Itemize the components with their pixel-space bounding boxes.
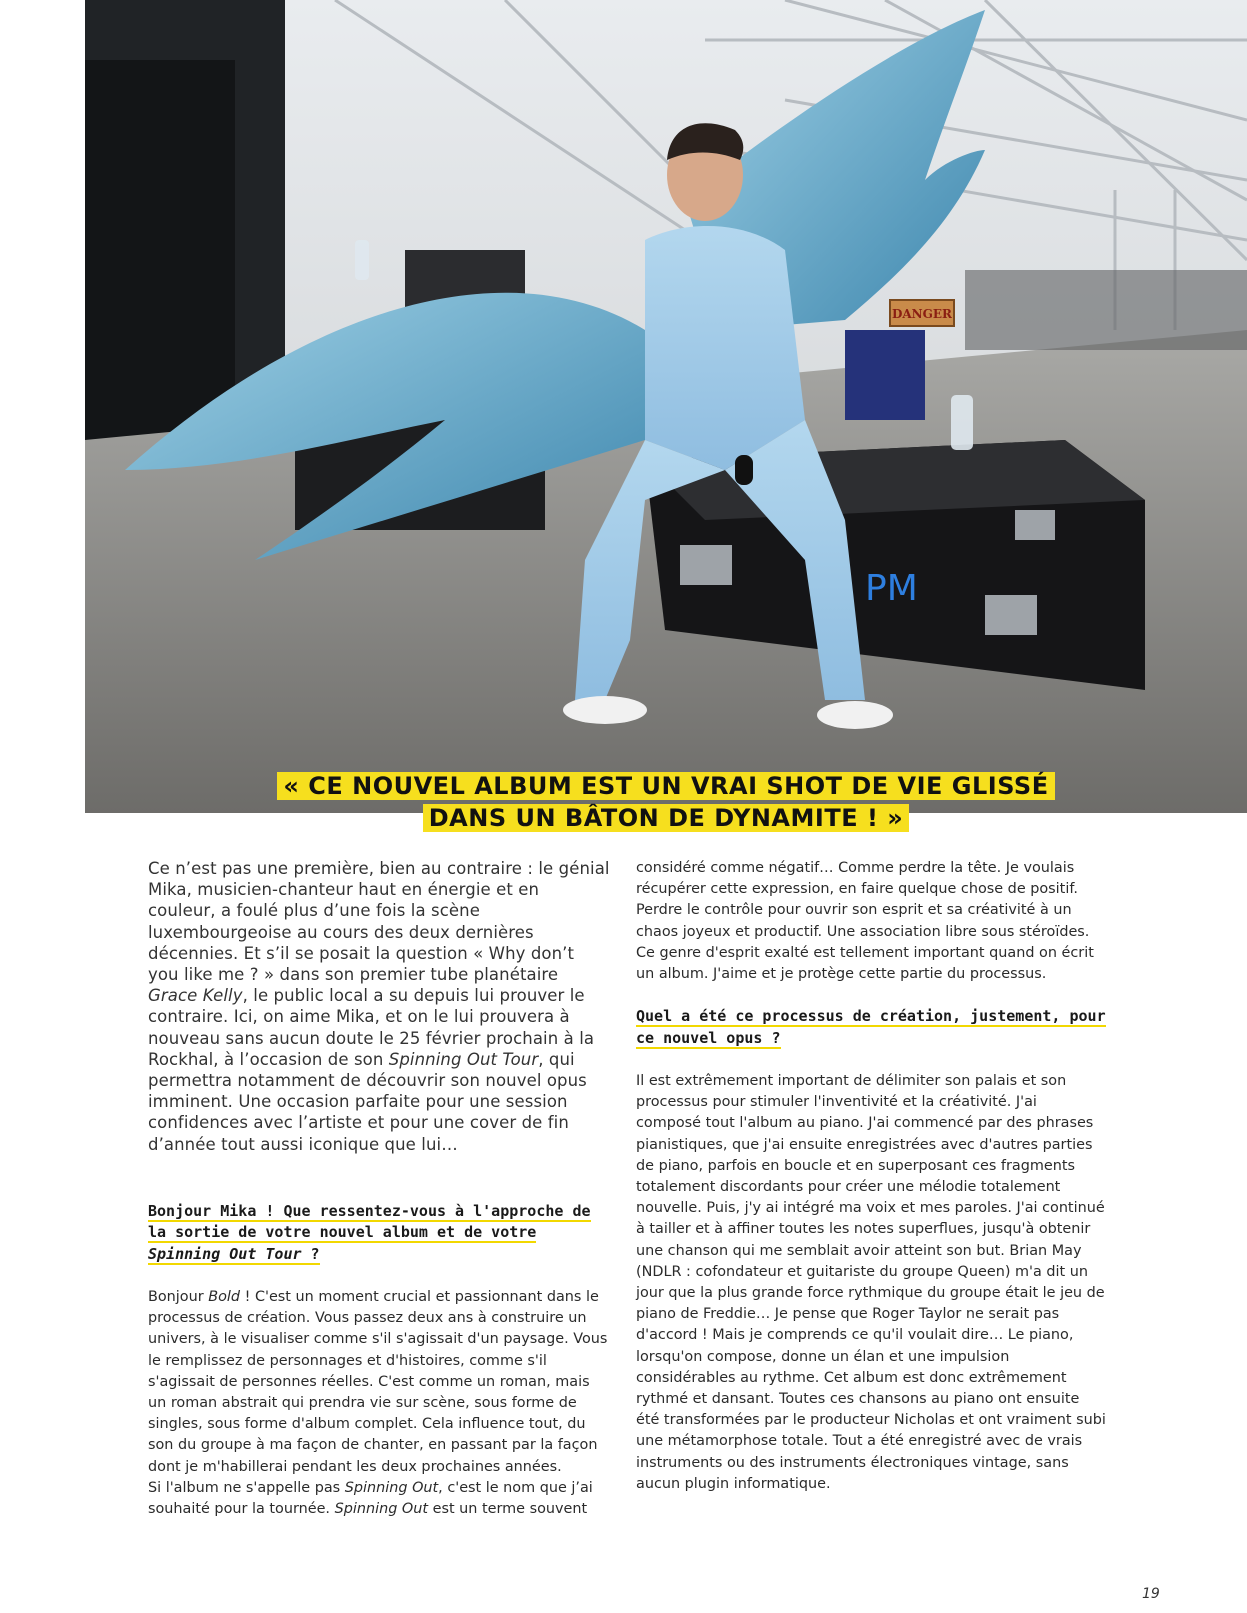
answer-1-continued: considéré comme négatif… Comme perdre la tête. Je voulais récupérer cette expression, en faire quelque chose de positif. Perdre le contrôle pour ouvrir son esprit et sa créativité à un chaos joyeux et productif. Une association libre sous stéroïdes. Ce genre d'esprit exalté est tellement important quand on écrit un album. J'aime et je protège cette partie du processus. <box>636 860 1094 983</box>
answer-2: Il est extrêmement important de délimiter son palais et son processus pour stimuler l'inventivité et la créativité. J'ai composé tout l'album au piano. J'ai commencé par des phrases pianistiques, que j'ai ensuite enregistrées avec d'autres parties de piano, parfois en boucle et en superposant ces fragments totalement discordants pour créer une mélodie totalement nouvelle. Puis, j'y ai intégré ma voix et mes paroles. J'ai continué à tailler et à affiner toutes les notes superflues, jusqu'à obtenir une chanson qui me semblait avoir atteint son but. Brian May (NDLR : cofondateur et guitariste du groupe Queen) m'a dit un jour que la plus grande force rythmique du groupe était le jeu de piano de Freddie… Je pense que Roger Taylor ne serait pas d'accord ! Mais je comprends ce qu'il voulait dire… Le piano, lorsqu'on compose, donne un élan et une impulsion considérables au rythme. Cet album est donc extrêmement rythmé et dansant. Toutes ces chansons au piano ont ensuite été transformées par le producteur Nicholas et ont vraiment subi une métamorphose totale. Tout a été enregistré avec de vrais instruments ou des instruments électroniques vintage, sans aucun plugin informatique. <box>636 1073 1106 1492</box>
pull-quote-line-1: « CE NOUVEL ALBUM EST UN VRAI SHOT DE VIE GLISSÉ <box>277 772 1054 800</box>
pull-quote-line-2: DANS UN BÂTON DE DYNAMITE ! » <box>423 804 910 832</box>
intro-text-c: , qui permettra notamment de découvrir son nouvel opus imminent. Une occasion parfaite pour une session confidences avec l’artiste et pour une cover de fin d’année tout aussi iconique que lui… <box>148 1049 587 1154</box>
photo-illustration <box>85 0 1247 813</box>
question-2-text: Quel a été ce processus de création, justement, pour ce nouvel opus ? <box>636 1007 1106 1047</box>
intro-title-tour: Spinning Out Tour <box>388 1049 539 1069</box>
page-number: 19 <box>1142 1586 1160 1602</box>
svg-text:DANGER: DANGER <box>891 307 953 321</box>
answer-1-text-b: ! C'est un moment crucial et passionnant dans le processus de création. Vous passez deux ans à construire un univers, à le visualiser comme s'il s'agissait d'un paysage. Vous le remplissez de personnages et d'histoires, comme s'il s'agissait de personnes réelles. C'est comme un roman, mais un roman abstrait qui prendra vie sur scène, sous forme de singles, sous forme d'album complet. Cela influence tout, du son du groupe à ma façon de chanter, en passant par la façon dont je m'habillerai pendant les deux prochaines années. <box>148 1289 608 1475</box>
answer-1-text-d: , c'est le nom que j’ai souhaité pour la tournée. <box>148 1479 593 1518</box>
danger-sign <box>890 300 954 326</box>
answer-1-text-e: est un terme souvent <box>428 1501 588 1518</box>
intro-text-b: , le public local a su depuis lui prouver le contraire. Ici, on aime Mika, et on le lui prouvera à nouveau sans aucun doute le 25 février prochain à la Rockhal, à l’occasion de son <box>148 986 595 1069</box>
right-column <box>636 858 1106 1495</box>
hero-photo <box>85 0 1247 813</box>
intro-title-grace-kelly: Grace Kelly <box>148 986 243 1006</box>
left-column <box>148 858 610 1520</box>
answer-1-spinning-out-1: Spinning Out <box>344 1479 439 1496</box>
question-1 <box>148 1201 610 1265</box>
pull-quote <box>85 770 1247 834</box>
question-2 <box>636 1006 1106 1049</box>
answer-1-bold-title: Bold <box>208 1289 241 1306</box>
question-1-text: Bonjour Mika ! Que ressentez-vous à l'approche de la sortie de votre nouvel album et de votre <box>148 1201 591 1242</box>
answer-1 <box>148 1287 610 1520</box>
answer-1-spinning-out-2: Spinning Out <box>334 1501 429 1518</box>
intro-text-a: Ce n’est pas une première, bien au contraire : le génial Mika, musicien-chanteur haut en énergie et en couleur, a foulé plus d’une fois la scène luxembourgeoise au cours des deux dernières décennies. Et s’il se posait la question « Why don’t you like me ? » dans son premier tube planétaire <box>148 859 610 985</box>
intro-paragraph <box>148 858 610 1155</box>
question-1-tour-title: Spinning Out Tour <box>148 1244 302 1263</box>
question-1-end: ? <box>301 1244 320 1263</box>
answer-1-text-a: Bonjour <box>148 1289 209 1306</box>
svg-text:PM: PM <box>865 568 918 609</box>
answer-1-text-c: Si l'album ne s'appelle pas <box>148 1479 345 1496</box>
